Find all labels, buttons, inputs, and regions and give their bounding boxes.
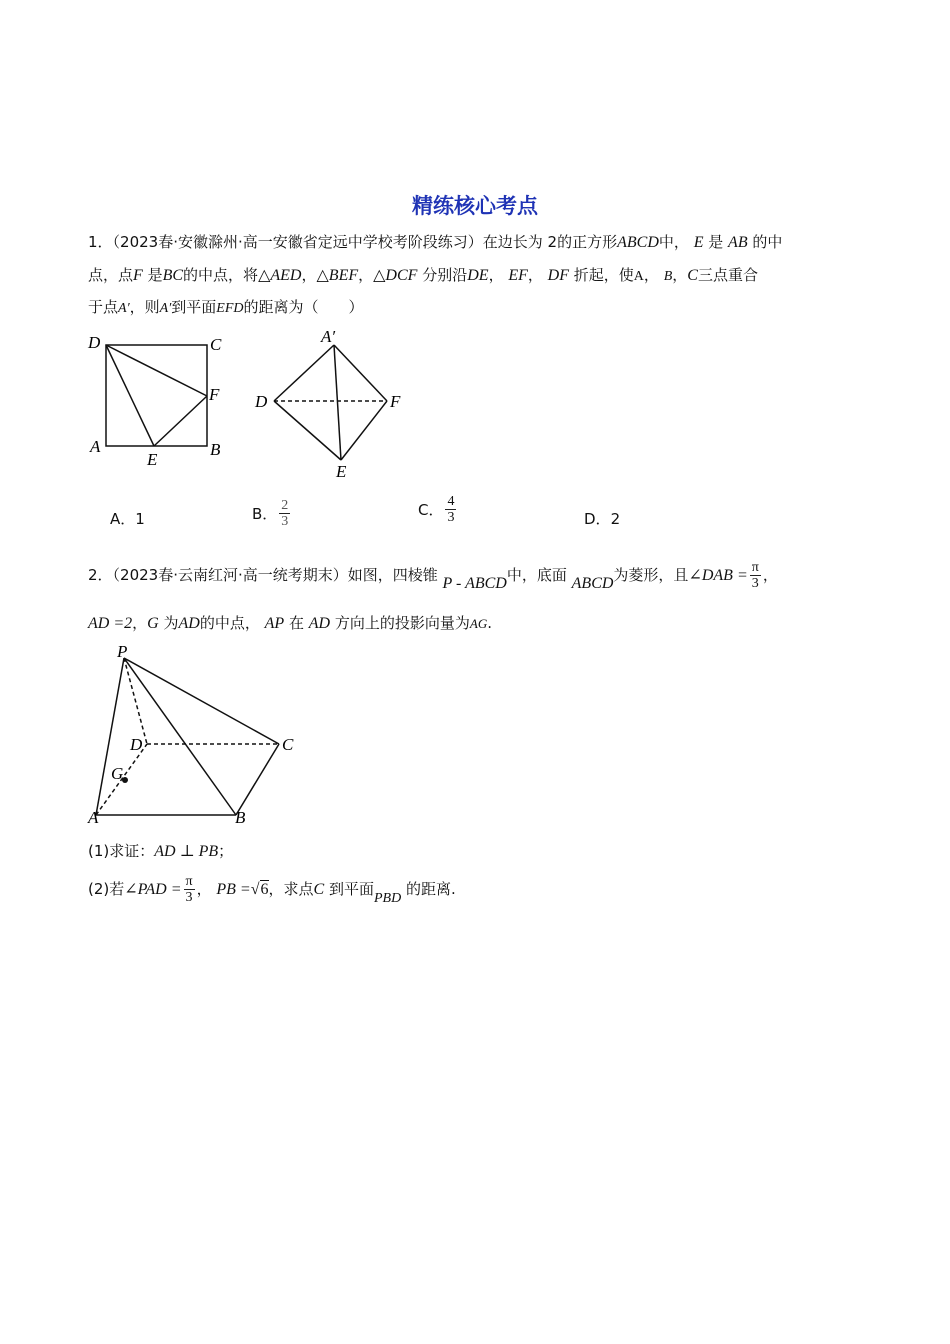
q1-line-1: [88, 231, 782, 254]
q2-angle-pad: ∠PAD =: [124, 881, 182, 898]
q2-text: .: [487, 614, 492, 632]
q1-square-name: ABCD: [617, 234, 659, 251]
edge-pd-hidden: [124, 658, 147, 744]
q1-text: 的中点，将: [183, 266, 259, 284]
edge-ae: [334, 345, 341, 460]
q1-text: 折起，使: [573, 266, 634, 284]
q2-plane-pbd: PBD: [373, 891, 402, 906]
q1-text: 的正方形: [557, 233, 618, 251]
q1-triangle-bef: △BEF: [316, 267, 359, 284]
q1-triangle-aed: △AED: [258, 267, 302, 284]
label-b: B: [235, 808, 246, 827]
q1-figure-square: [85, 330, 235, 470]
q1-point-a-prime: A′: [118, 301, 130, 316]
q1-triangle-dcf: △DCF: [373, 267, 418, 284]
q1-option-a[interactable]: [110, 508, 145, 529]
q2-text: ；: [218, 842, 234, 860]
label-d: D: [88, 333, 101, 352]
label-f: F: [390, 392, 401, 411]
q1-segment-ab: AB: [728, 234, 748, 251]
q2-segment-ap: AP: [264, 615, 285, 632]
q2-line-1: [88, 560, 778, 591]
edge-ad: [274, 345, 334, 401]
q1-text: 的距离为（ ）: [243, 298, 364, 316]
fraction-numerator: π: [185, 874, 193, 889]
section-title: 精练核心考点: [412, 194, 538, 218]
option-label: C．: [418, 501, 444, 519]
fraction-numerator: π: [751, 560, 759, 575]
q2-line-2: [88, 612, 492, 635]
q2-angle-dab: ∠DAB =: [688, 567, 748, 584]
q1-point-a: A: [633, 269, 644, 284]
q1-segment-de: DE: [467, 267, 489, 284]
q2-text: 方向上的投影向量为: [334, 614, 470, 632]
q1-text: 是: [147, 266, 163, 284]
edge-pa: [96, 658, 124, 815]
label-e: E: [336, 462, 347, 481]
q2-number: 2．: [88, 566, 113, 584]
q2-text: ，求点: [268, 880, 314, 898]
q2-text: 为: [163, 614, 179, 632]
option-value: 2: [610, 510, 621, 528]
q2-text: ，: [132, 614, 148, 632]
edge-bc: [236, 744, 279, 815]
q2-text: 的距离.: [405, 880, 456, 898]
q2-part-1: [88, 840, 233, 863]
q1-line-2: 点，点F 是BC的中点，将△AED，△BEF，△DCF 分别沿DE， EF， DF 折起，使A， B，C三点重合: [88, 266, 758, 284]
q1-text: 于点: [88, 298, 119, 316]
fraction-denominator: 3: [751, 576, 759, 591]
q1-option-b[interactable]: [252, 498, 292, 529]
q2-point-c: C: [313, 881, 325, 898]
q2-pyramid-name: P - ABCD: [442, 575, 507, 592]
label-g: G: [111, 764, 124, 783]
option-fraction: [445, 494, 456, 525]
q2-point-g: G: [147, 615, 159, 632]
q1-text: 的中: [752, 233, 783, 251]
q2-fraction-pi-3: [750, 560, 761, 591]
option-fraction: [279, 498, 290, 529]
q1-point-b: B: [663, 269, 673, 284]
fraction-numerator: 4: [447, 494, 455, 509]
q1-figure-tetrahedron: [250, 325, 420, 485]
q2-text: ，: [762, 566, 778, 584]
q1-side-length: 2: [547, 233, 558, 251]
q1-text: 中，: [658, 233, 689, 251]
q2-source: （2023春·云南红河·高一统考期末）如图，四棱锥: [112, 566, 438, 584]
q2-base-name: ABCD: [571, 575, 614, 592]
label-c: C: [210, 335, 222, 354]
q2-ad-equals: AD =2: [88, 615, 133, 632]
label-f: F: [209, 385, 220, 404]
fraction-numerator: 2: [281, 498, 289, 513]
option-value: 1: [135, 510, 145, 528]
q1-point-c: C: [687, 267, 698, 284]
q1-text: ，则: [129, 298, 160, 316]
sqrt-symbol: √: [250, 881, 260, 898]
q2-text: 中，底面: [506, 566, 567, 584]
q1-number: 1．: [88, 233, 113, 251]
q2-part1-label: (1)求证：: [88, 842, 155, 860]
q2-text: 的中点，: [199, 614, 260, 632]
label-b: B: [210, 440, 221, 459]
q2-text: 到平面: [328, 880, 374, 898]
option-label: D．: [584, 510, 611, 528]
q2-vector-ag: AG: [469, 616, 488, 631]
q1-segment-bc: BC: [162, 267, 184, 284]
q2-text: 为菱形，且: [613, 566, 689, 584]
label-d: D: [255, 392, 268, 411]
q2-text: 在: [288, 614, 304, 632]
q1-text: 是: [708, 233, 724, 251]
q1-option-c[interactable]: [418, 494, 458, 525]
q1-point-a-prime: A′: [159, 301, 172, 316]
edge-de: [274, 401, 341, 460]
label-e: E: [147, 450, 158, 469]
q2-figure-pyramid: [85, 640, 315, 830]
label-a: A: [90, 437, 101, 456]
q1-option-d[interactable]: [584, 508, 620, 529]
fraction-denominator: 3: [185, 890, 193, 905]
option-label: B．: [252, 505, 278, 523]
q2-fraction-pi-3: [184, 874, 195, 905]
edge-af: [334, 345, 387, 401]
label-a-prime: A′: [321, 327, 336, 346]
q1-segment-df: DF: [547, 267, 569, 284]
q2-part-2: [88, 872, 456, 908]
q2-segment-ad: AD: [178, 615, 200, 632]
q1-text: 点，点: [88, 266, 134, 284]
fraction-denominator: 3: [281, 514, 289, 529]
label-d: D: [130, 735, 143, 754]
segment-ef: [154, 396, 207, 446]
label-a: A: [88, 808, 99, 827]
edge-fe: [341, 401, 387, 460]
fraction-denominator: 3: [447, 510, 455, 525]
edge-pc: [124, 658, 279, 744]
label-p: P: [117, 642, 128, 661]
q1-source: （2023春·安徽滁州·高一安徽省定远中学校考阶段练习）在边长为: [112, 233, 543, 251]
square-outline: [106, 345, 207, 446]
q2-pb-equals: PB =: [216, 881, 251, 898]
q2-text: ，: [196, 880, 212, 898]
q1-point-f: F: [133, 267, 143, 284]
label-c: C: [282, 735, 294, 754]
segment-df: [106, 345, 207, 396]
q1-plane-efd: EFD: [216, 301, 244, 316]
option-label: A．: [110, 510, 136, 528]
q2-segment-ad: AD: [308, 615, 331, 632]
segment-de: [106, 345, 154, 446]
q1-text: 到平面: [171, 298, 217, 316]
q1-line-3: [88, 296, 364, 320]
q1-segment-ef: EF: [508, 267, 528, 284]
sqrt-argument: 6: [260, 881, 269, 898]
q1-point-e: E: [693, 234, 704, 251]
q1-text: 分别沿: [422, 266, 468, 284]
q1-text: 三点重合: [697, 266, 758, 284]
q2-part1-expression: AD ⊥ PB: [154, 843, 219, 860]
q2-part2-label: (2)若: [88, 880, 125, 898]
